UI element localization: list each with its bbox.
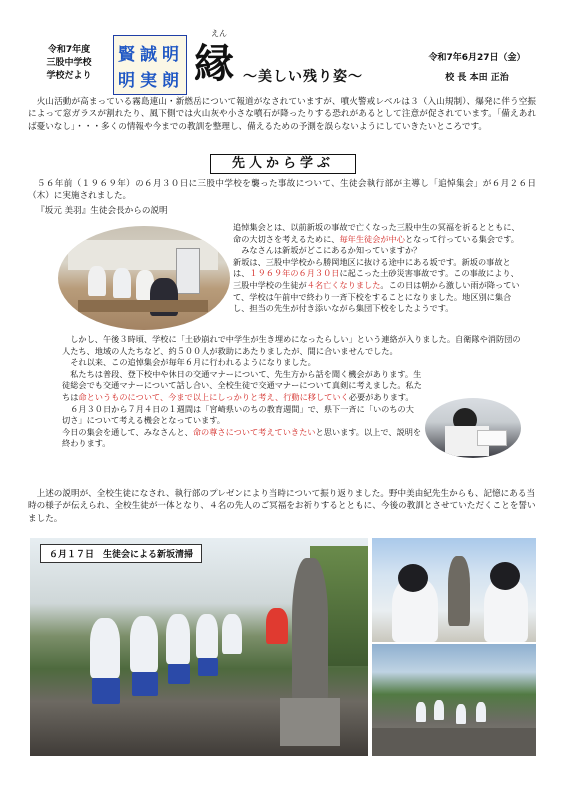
section-title: 先人から学ぶ [210,154,356,174]
school-name: 三股中学校 [46,58,92,68]
school-year: 令和7年度 [47,45,91,55]
highlight-text: 毎年生徒会が中心 [339,233,405,244]
title-ruby: えん [211,29,227,38]
speech-text-run: 追悼集会とは、以前新坂の事故で亡くなった三股中生の冥福を祈るとともに、命の大切さを考えるために、 [233,222,520,244]
speech-p8 [62,427,422,450]
issue-date: 令和7年6月27日（金） [428,53,526,63]
highlight-text: １９６９年の６月３０日 [249,268,340,279]
speech-text-run: となって行っている集会です。 [404,233,519,244]
speech-p7: ６月３０日から７月４日の１週間は「宮崎県いのちの教育週間」で、県下一斉に「いのちの大切さ」について考える機会となっています。 [62,403,414,426]
motto-char: 誠 [140,45,157,65]
meeting-room-photo [58,226,230,330]
motto-char: 明 [118,71,135,91]
event-paragraph: ５６年前（１９６９年）の６月３０日に三股中学校を襲った事故について、生徒会執行部が主導し「追悼集会」が６月２６日（木）に実施されました。 [28,179,536,202]
cleaning-photo-road [372,644,536,756]
student-president-photo [425,398,521,458]
newsletter-subtitle: ～美しい残り姿～ [243,69,363,85]
principal-name: 校 長 本田 正治 [445,73,509,83]
speech-p6 [62,369,422,404]
speech-text [233,222,523,315]
motto-char: 賢 [118,45,135,65]
highlight-text: 命の尊さについて考えていきたい [192,426,316,437]
speech-text-run: 新坂は、三股中学校から勝岡地区に抜ける途中にある坂です。新坂の事故とは、 [233,256,511,279]
speech-text-run: 。この日は朝から激しい雨が降っていて、学校は午前中で終わり一斉下校をすることになりました。地区別に集合し、担当の先生が付き添いながら集団下校をしたようです。 [233,279,520,314]
newsletter-label: 学校だより [46,71,92,81]
highlight-text: ４名亡くなりました [306,279,381,290]
speech-text-run: 必要があります。 [348,391,414,402]
speech-p2: みなさんは新坂がどこにあるか知っていますか？ [233,245,422,256]
speech-p1 [233,222,523,245]
photo-caption: ６月１７日 生徒会による新坂清掃 [40,544,202,563]
speech-p5: それ以来、この追悼集会が毎年６月に行われるようになりました。 [62,357,316,368]
speech-text-run: 今日の集会を通して、みなさんと、 [62,426,193,437]
speaker-label: 『坂元 美羽』生徒会長からの説明 [36,206,168,216]
highlight-text: 命というものについて、今まで以上にしっかりと考え、行動に移していく [78,391,349,402]
speech-p4: しかし、午後３時頃、学校に「土砂崩れで中学生が生き埋めになったらしい」という連絡が入りました。自衛隊や消防団の人たち、地域の人たちなど、約５００人が救助にあたりましたが、間に合いませんでした。 [62,334,521,356]
school-motto-logo [113,35,187,95]
speech-text-run: 私たちは普段、登下校中や休日の交通マナーについて、先生方から話を聞く機会があります。生徒総会でも交通マナーについて話し合い、全校生徒で交通マナーについて真剣に考えました。私たちは [62,368,422,402]
issue-info [418,48,536,88]
closing-paragraph: 上述の説明が、全校生徒になされ、執行部のプレゼンにより当時について振り返りました。野中美由紀先生からも、記憶にある当時の様子が伝えられ、全校生徒が一体となり、４名の先人のご冥福をお祈りするとともに、今後の教訓とさせていただくことを誓いました。 [28,489,536,524]
speech-p3 [233,257,523,315]
newsletter-title: 縁 [194,40,234,87]
school-info [28,44,110,83]
motto-char: 実 [140,71,157,91]
motto-char: 明 [162,45,179,65]
speech-text-run: に起こった土砂災害事故です。この事故により、三股中学校の生徒が [233,268,519,290]
intro-paragraph: 火山活動が高まっている霧島連山・新燃岳について報道がなされていますが、噴火警戒レベルは３（入山規制）、爆発に伴う空振によって窓ガラスが割れたり、風下側では火山灰や小さな噴石が降ったりする恐れがあるとして注意が促されています。「備えあれば憂いなし」・・・多くの情報や今までの教訓を整理し、備えるための予測を誤らないようにしていきたいところです。 [28,97,536,132]
cleaning-photo-main [30,538,368,756]
speech-text-run: と思います。以上で、説明を終わります。 [62,426,422,449]
cleaning-photo-statue [372,538,536,642]
motto-char: 朗 [162,71,179,91]
